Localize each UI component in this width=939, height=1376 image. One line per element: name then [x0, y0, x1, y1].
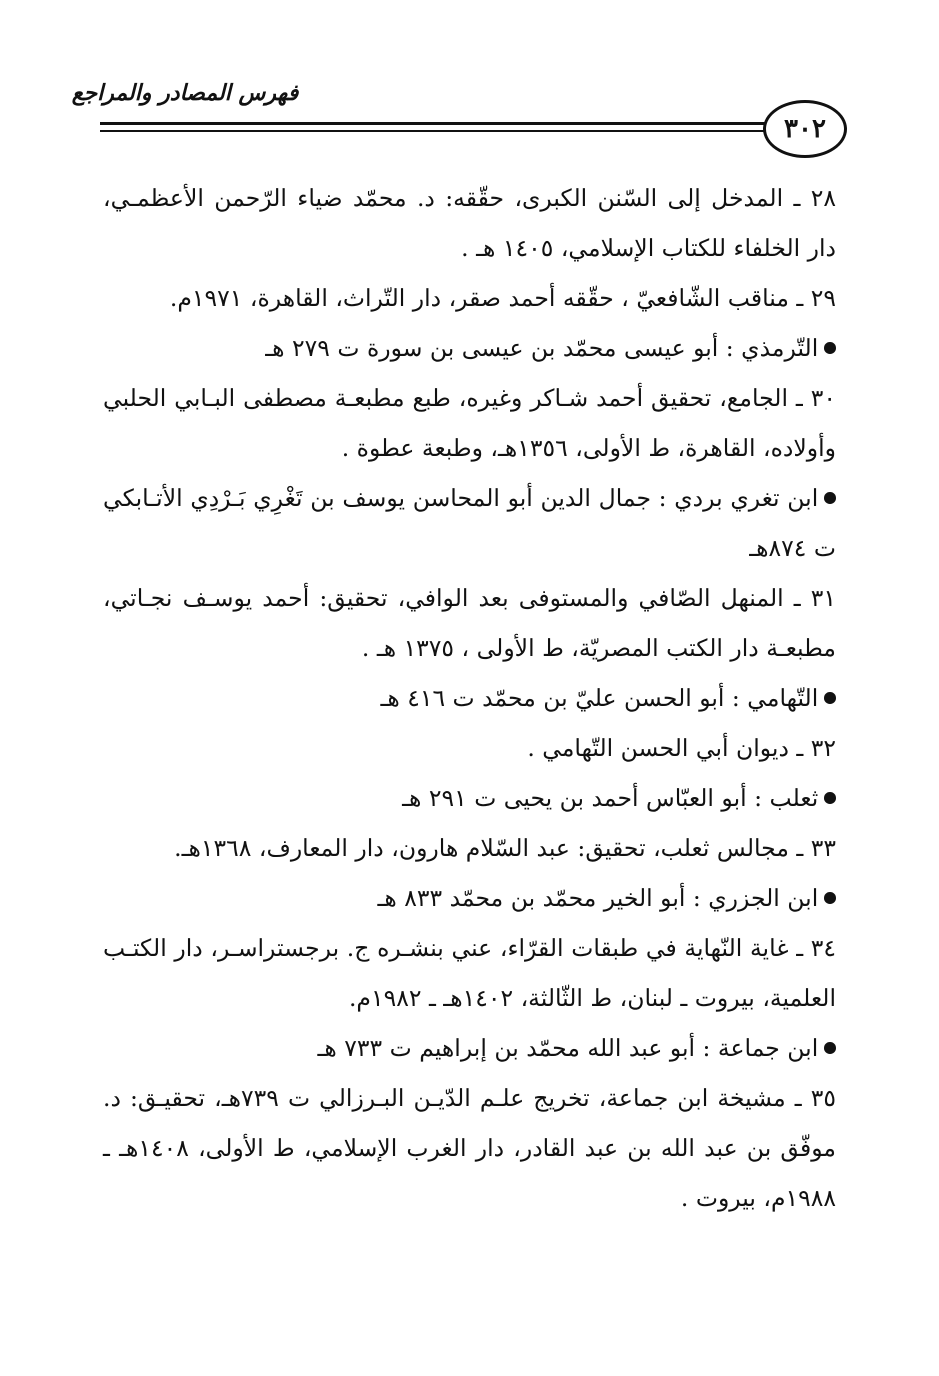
- author-entry: [103, 473, 836, 573]
- entry-text: التّرمذي : أبو عيسى محمّد بن عيسى بن سورة ت ٢٧٩ هـ: [265, 334, 819, 362]
- author-entry: [103, 773, 836, 823]
- entry-text: التّهامي : أبو الحسن عليّ بن محمّد ت ٤١٦ هـ: [380, 684, 819, 712]
- entry-text: ثعلب : أبو العبّاس أحمد بن يحيى ت ٢٩١ هـ: [402, 784, 819, 812]
- entry-text: ٣٠ ـ الجامع، تحقيق أحمد شـاكر وغيره، طبع مطبعـة مصطفى البـابي الحلبي وأولاده، القاهرة، ط الأولى، ١٣٥٦هـ، وطبعة عطوة .: [103, 384, 836, 462]
- reference-entry: [103, 1073, 836, 1223]
- bullet-icon: [824, 692, 836, 704]
- entry-text: ٣٣ ـ مجالس ثعلب، تحقيق: عبد السّلام هارون، دار المعارف، ١٣٦٨هـ.: [174, 834, 836, 862]
- reference-entry: [103, 573, 836, 673]
- reference-entry: [103, 273, 836, 323]
- reference-entry: [103, 373, 836, 473]
- bullet-icon: [824, 492, 836, 504]
- bullet-icon: [824, 792, 836, 804]
- bullet-icon: [824, 892, 836, 904]
- author-entry: [103, 323, 836, 373]
- bullet-icon: [824, 342, 836, 354]
- header-rule-thin: [100, 130, 769, 132]
- entry-text: ٢٩ ـ مناقب الشّافعيّ ، حقّقه أحمد صقر، دار التّراث، القاهرة، ١٩٧١م.: [169, 284, 836, 312]
- entry-text: ٣١ ـ المنهل الصّافي والمستوفى بعد الوافي، تحقيق: أحمد يوسـف نجـاتي، مطبعـة دار الكتب المصريّة، ط الأولى ، ١٣٧٥ هـ .: [103, 584, 836, 662]
- bibliography-list: [103, 173, 836, 1223]
- entry-text: ٣٢ ـ ديوان أبي الحسن التّهامي .: [527, 734, 836, 762]
- header-rule: [100, 122, 769, 125]
- author-entry: [103, 873, 836, 923]
- entry-text: ٣٤ ـ غاية النّهاية في طبقات القرّاء، عني بنشـره ج. برجستراسـر، دار الكتـب العلمية، بيروت ـ لبنان، ط الثّالثة، ١٤٠٢هـ ـ ١٩٨٢م.: [103, 934, 836, 1012]
- entry-text: ٣٥ ـ مشيخة ابن جماعة، تخريج علـم الدّيـن البـرزالي ت ٧٣٩هـ، تحقيـق: د. موفّق بن عبد الله بن عبد القادر، دار الغرب الإسلامي، ط الأولى، ١٤٠٨هـ ـ ١٩٨٨م، بيروت .: [103, 1084, 836, 1212]
- reference-entry: [103, 173, 836, 273]
- reference-entry: [103, 823, 836, 873]
- entry-text: ابن جماعة : أبو عبد الله محمّد بن إبراهيم ت ٧٣٣ هـ: [317, 1034, 819, 1062]
- entry-text: ابن تغري بردي : جمال الدين أبو المحاسن يوسف بن تَغْرِي بَـرْدِي الأتـابكي ت ٨٧٤هـ: [103, 484, 836, 562]
- bullet-icon: [824, 1042, 836, 1054]
- author-entry: [103, 673, 836, 723]
- page-number: ٣٠٢: [763, 100, 847, 158]
- reference-entry: [103, 723, 836, 773]
- entry-text: ٢٨ ـ المدخل إلى السّنن الكبرى، حقّقه: د. محمّد ضياء الرّحمن الأعظمـي، دار الخلفاء للكتاب الإسلامي، ١٤٠٥ هـ .: [103, 184, 836, 262]
- author-entry: [103, 1023, 836, 1073]
- reference-entry: [103, 923, 836, 1023]
- entry-text: ابن الجزري : أبو الخير محمّد بن محمّد ٨٣٣ هـ: [377, 884, 819, 912]
- running-title: فهرس المصادر والمراجع: [71, 80, 299, 106]
